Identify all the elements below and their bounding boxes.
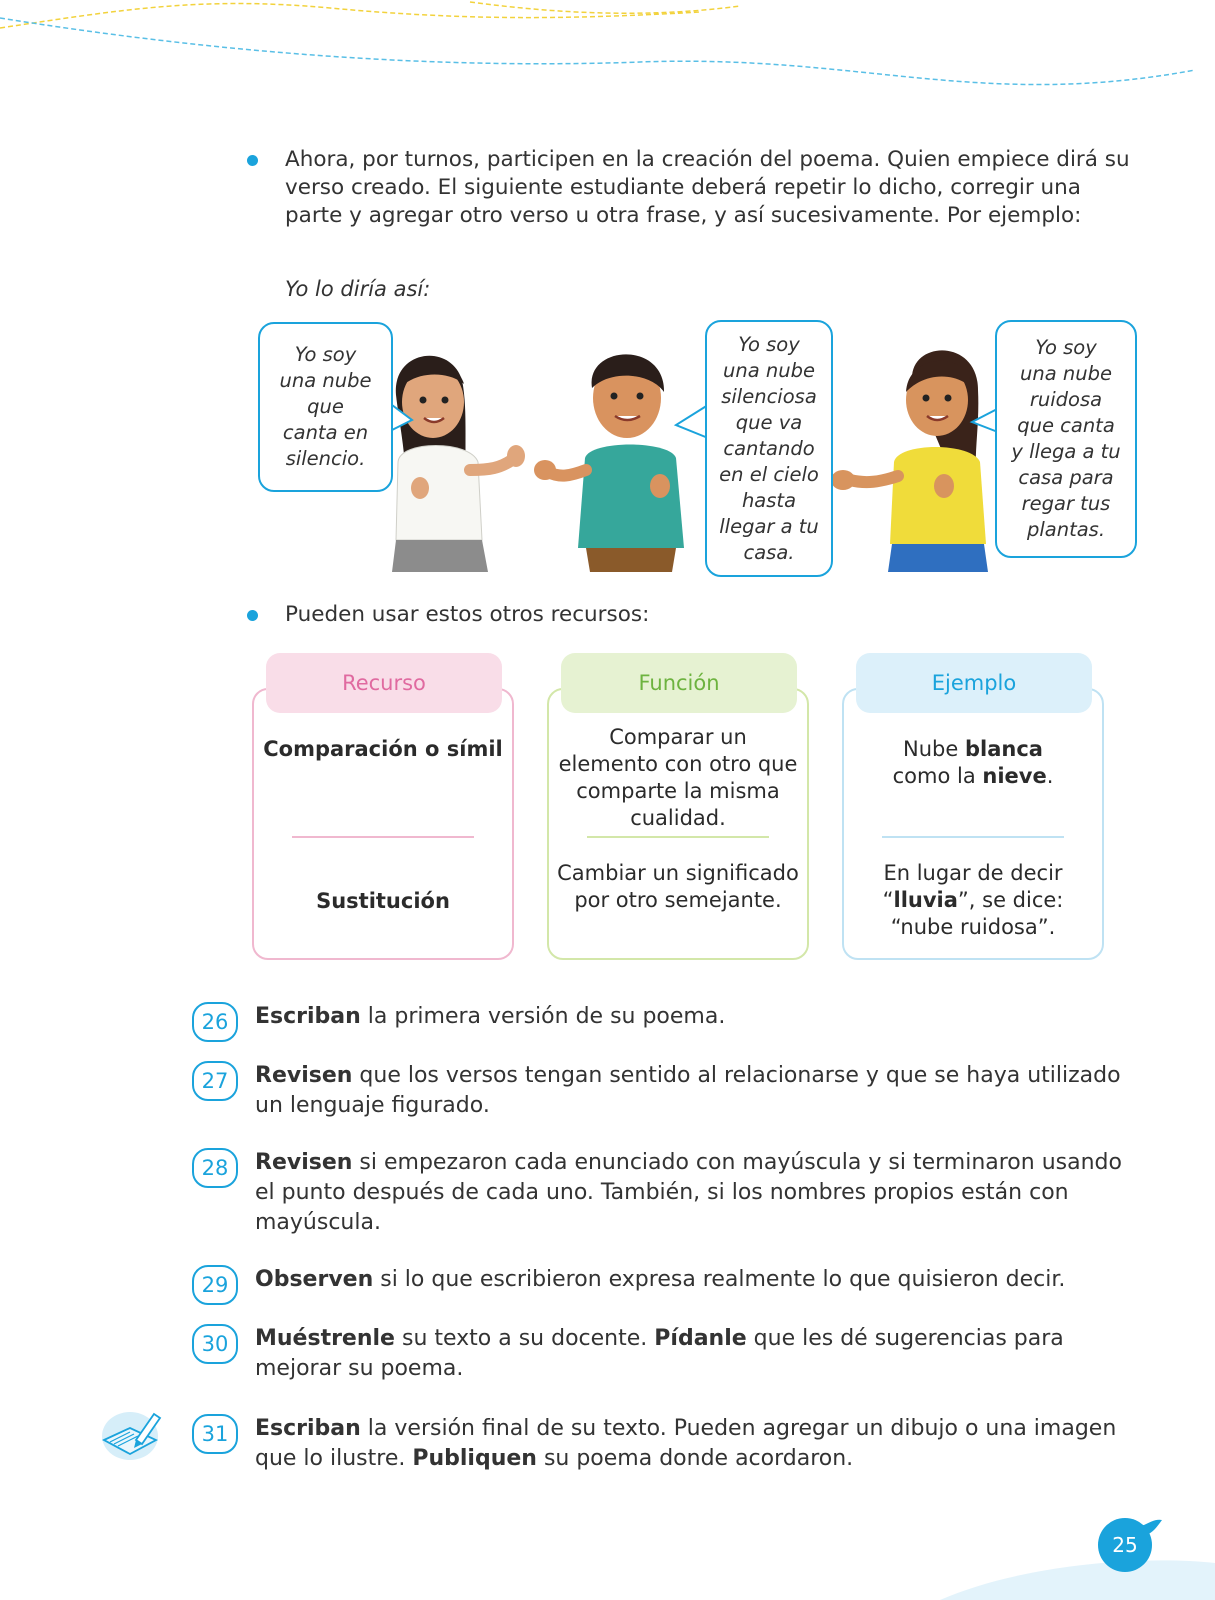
step-number-badge: 28	[192, 1148, 238, 1188]
bullet-dot-icon	[247, 610, 258, 621]
step-number-badge: 30	[192, 1324, 238, 1364]
step-number-badge: 31	[192, 1414, 238, 1454]
step-28	[192, 1148, 1142, 1238]
writing-notebook-icon	[98, 1404, 162, 1464]
step-verb-2: Pídanle	[654, 1326, 747, 1351]
ejemplo-divider	[882, 836, 1064, 838]
recurso-sustitucion: Sustitución	[316, 889, 450, 913]
funcion-header: Función	[561, 653, 797, 713]
step-text	[255, 1324, 1142, 1384]
step-body: la versión final de su texto. Pueden agregar un dibujo o una imagen que lo ilustre.	[255, 1416, 1117, 1471]
step-verb: Muéstrenle	[255, 1326, 395, 1351]
ejemplo-2-bold1: lluvia	[893, 888, 958, 912]
page-number: 25	[1098, 1518, 1152, 1572]
top-wave-decoration	[0, 0, 1215, 110]
step-body: si empezaron cada enunciado con mayúscula y si terminaron usando el punto después de cada uno. También, si los nombres propios están con mayúscula.	[255, 1150, 1122, 1235]
step-verb: Revisen	[255, 1063, 353, 1088]
intro-bullet-text: Ahora, por turnos, participen en la creación del poema. Quien empiece dirá su verso creado. El siguiente estudiante deberá repetir lo dicho, corregir una parte y agregar otro verso u otra frase, y así sucesivamente. Por ejemplo:	[285, 147, 1130, 228]
speech-bubble-2	[705, 320, 833, 577]
bottom-wave-decoration	[940, 1555, 1215, 1600]
step-26	[192, 1002, 1142, 1032]
step-29	[192, 1265, 1142, 1295]
step-number-badge: 29	[192, 1265, 238, 1305]
step-text	[255, 1002, 1142, 1032]
funcion-comparacion: Comparar un elemento con otro que comparte la misma cualidad.	[558, 725, 798, 830]
boy-center-illustration	[534, 354, 684, 572]
bullet-dot-icon	[247, 155, 258, 166]
step-number-badge: 26	[192, 1002, 238, 1042]
step-number-badge: 27	[192, 1061, 238, 1101]
step-verb-2: Publiquen	[412, 1446, 537, 1471]
step-text	[255, 1061, 1142, 1121]
recurso-comparacion: Comparación o símil	[263, 737, 503, 761]
step-body: que los versos tengan sentido al relacionarse y que se haya utilizado un lenguaje figurado.	[255, 1063, 1121, 1118]
ejemplo-header: Ejemplo	[856, 653, 1092, 713]
speech-bubble-1	[258, 322, 393, 492]
recurso-header: Recurso	[266, 653, 502, 713]
recurso-divider	[292, 836, 474, 838]
step-31	[192, 1414, 1142, 1474]
step-text	[255, 1265, 1142, 1295]
ejemplo-1-part1: Nube	[903, 737, 965, 761]
step-body: la primera versión de su poema.	[360, 1004, 726, 1029]
speech-bubble-2-text: Yo soy una nube silenciosa que va cantando en el cielo hasta llegar a tu casa.	[719, 332, 819, 564]
ejemplo-sustitucion	[844, 860, 1102, 941]
ejemplo-1-part3: .	[1046, 764, 1054, 788]
funcion-sustitucion: Cambiar un significado por otro semejante.	[557, 861, 799, 912]
resources-bullet	[247, 601, 1137, 629]
intro-bullet	[247, 146, 1137, 230]
step-text	[255, 1414, 1142, 1474]
bubble-tail-left	[392, 405, 412, 430]
step-verb: Escriban	[255, 1004, 361, 1029]
step-body-2: su poema donde acordaron.	[536, 1446, 854, 1471]
ejemplo-2-part1: En lugar de decir “	[882, 861, 1063, 912]
funcion-card	[547, 688, 809, 960]
recurso-card	[252, 688, 514, 960]
ejemplo-1-bold2: nieve	[982, 764, 1047, 788]
example-intro: Yo lo diría así:	[285, 277, 431, 301]
speech-bubble-3-text: Yo soy una nube ruidosa que canta y llega a tu casa para regar tus plantas.	[1011, 336, 1121, 541]
step-body: su texto a su docente.	[394, 1326, 655, 1351]
speech-bubble-1-text: Yo soy una nube que canta en silencio.	[279, 343, 372, 470]
step-27	[192, 1061, 1142, 1121]
speech-bubble-3	[995, 320, 1137, 558]
step-verb: Revisen	[255, 1150, 353, 1175]
girl-left-illustration	[392, 356, 525, 572]
ejemplo-card	[842, 688, 1104, 960]
step-verb: Observen	[255, 1267, 374, 1292]
funcion-divider	[587, 836, 769, 838]
girl-right-illustration	[831, 350, 988, 572]
step-body: si lo que escribieron expresa realmente lo que quisieron decir.	[373, 1267, 1066, 1292]
ejemplo-1-bold1: blanca	[964, 737, 1043, 761]
step-verb: Escriban	[255, 1416, 361, 1441]
step-30	[192, 1324, 1142, 1384]
ejemplo-comparacion	[844, 736, 1102, 790]
ejemplo-2-part2: ”, se dice: “nube ruidosa”.	[890, 888, 1064, 939]
step-text	[255, 1148, 1142, 1238]
resources-bullet-text: Pueden usar estos otros recursos:	[285, 602, 650, 627]
ejemplo-1-part2: como la	[892, 764, 983, 788]
bubble-tail-center	[676, 405, 708, 438]
step-body-2: que les dé sugerencias para mejorar su poema.	[255, 1326, 1064, 1381]
